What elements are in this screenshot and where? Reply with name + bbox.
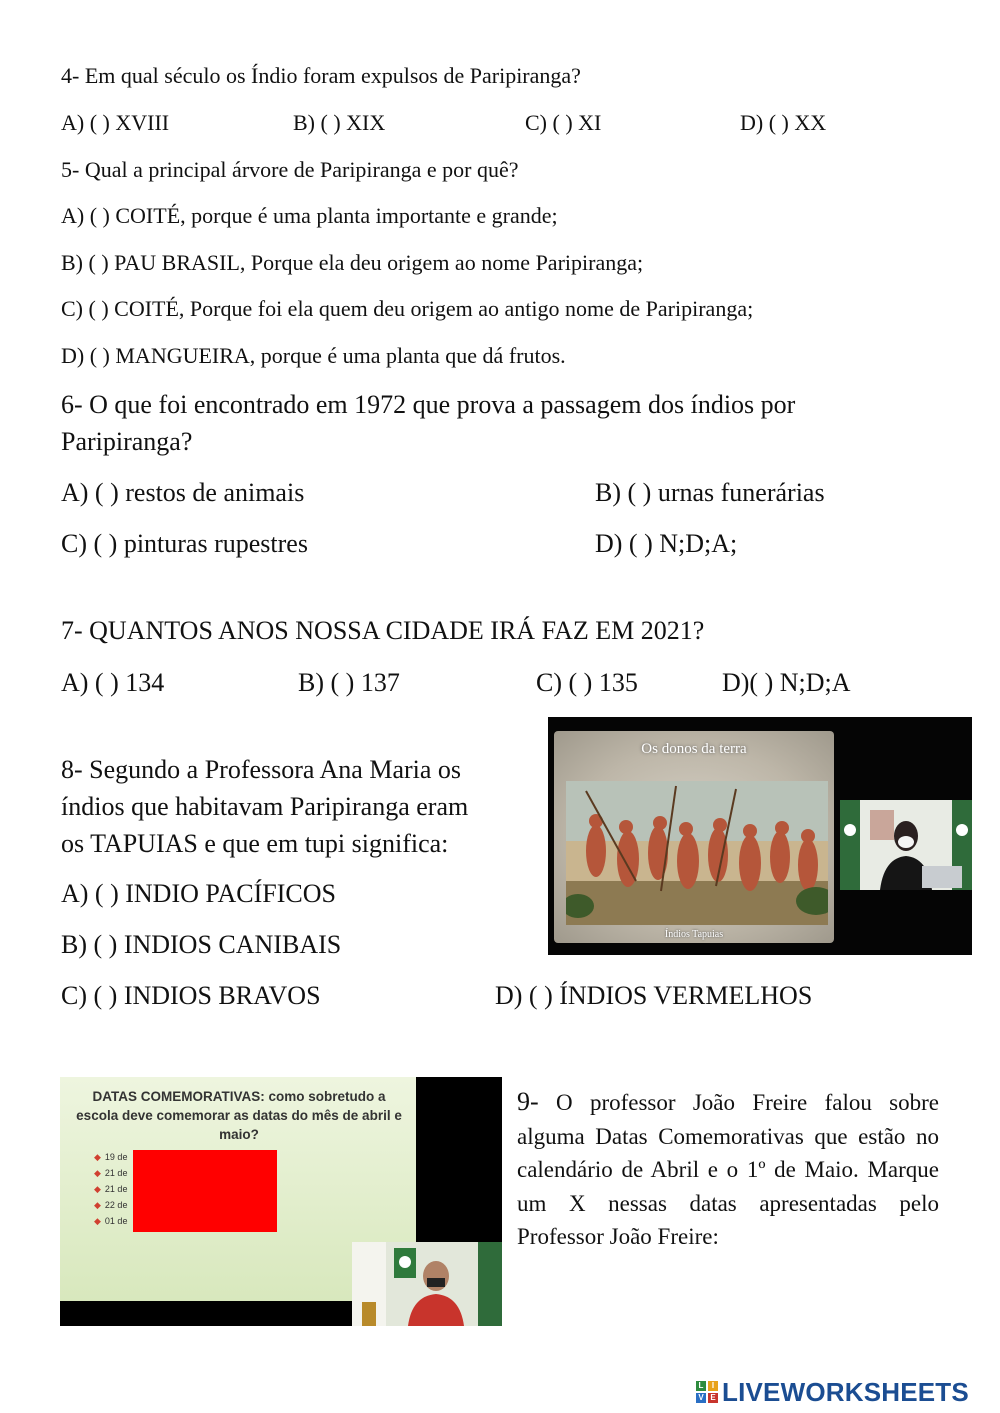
tapuias-painting bbox=[566, 781, 828, 925]
datas-slide-image bbox=[60, 1077, 502, 1326]
q6-option-d[interactable]: D) ( ) N;D;A; bbox=[595, 529, 738, 558]
q8-option-c[interactable]: C) ( ) INDIOS BRAVOS bbox=[61, 981, 321, 1010]
q5-option-a[interactable]: A) ( ) COITÉ, porque é uma planta importante e grande; bbox=[61, 203, 558, 228]
q7-option-b[interactable]: B) ( ) 137 bbox=[298, 668, 400, 697]
q8-option-d[interactable]: D) ( ) ÍNDIOS VERMELHOS bbox=[495, 981, 813, 1010]
q8-option-b[interactable]: B) ( ) INDIOS CANIBAIS bbox=[61, 930, 342, 959]
redaction-box bbox=[133, 1150, 277, 1232]
q9-text: O professor João Freire falou sobre alguma Datas Comemorativas que estão no calendário de Abril e o 1º de Maio. Marque um X nessas datas apresentadas pelo Professor João Freire: bbox=[517, 1090, 939, 1249]
slide-question: DATAS COMEMORATIVAS: como sobretudo a escola deve comemorar as datas do mês de abril e maio? bbox=[76, 1089, 402, 1142]
q6-question-line1: 6- O que foi encontrado em 1972 que prova a passagem dos índios por bbox=[61, 390, 796, 419]
slide-bullet: ◆ 19 de bbox=[94, 1152, 128, 1162]
logo-wordmark: LIVEWORKSHEETS bbox=[722, 1376, 969, 1407]
q7-question: 7- QUANTOS ANOS NOSSA CIDADE IRÁ FAZ EM 2021? bbox=[61, 616, 705, 645]
slide-bullet: ◆ 21 de bbox=[94, 1168, 128, 1178]
q5-option-c[interactable]: C) ( ) COITÉ, Porque foi ela quem deu origem ao antigo nome de Paripiranga; bbox=[61, 296, 754, 321]
webcam-presenter bbox=[352, 1242, 502, 1326]
q8-option-a[interactable]: A) ( ) INDIO PACÍFICOS bbox=[61, 879, 336, 908]
q5-option-d[interactable]: D) ( ) MANGUEIRA, porque é uma planta que dá frutos. bbox=[61, 343, 566, 368]
slide-bullet: ◆ 01 de bbox=[94, 1216, 128, 1226]
q4-option-d[interactable]: D) ( ) XX bbox=[740, 110, 827, 135]
slide-bullet: ◆ 22 de bbox=[94, 1200, 128, 1210]
q4-option-b[interactable]: B) ( ) XIX bbox=[293, 110, 386, 135]
q9-number: 9- bbox=[517, 1087, 539, 1116]
q5-question: 5- Qual a principal árvore de Paripiranga e por quê? bbox=[61, 157, 519, 182]
q4-option-c[interactable]: C) ( ) XI bbox=[525, 110, 602, 135]
q7-option-c[interactable]: C) ( ) 135 bbox=[536, 668, 638, 697]
q8-question-line2: índios que habitavam Paripiranga eram bbox=[61, 792, 469, 821]
slide-bullet: ◆ 21 de bbox=[94, 1184, 128, 1194]
q7-option-d[interactable]: D)( ) N;D;A bbox=[722, 668, 851, 697]
q6-option-c[interactable]: C) ( ) pinturas rupestres bbox=[61, 529, 308, 558]
tapuias-slide-image bbox=[548, 717, 972, 955]
logo-icon: L I V E bbox=[696, 1381, 718, 1403]
webcam-presenter bbox=[840, 800, 972, 890]
q4-question: 4- Em qual século os Índio foram expulsos de Paripiranga? bbox=[61, 63, 581, 88]
q4-option-a[interactable]: A) ( ) XVIII bbox=[61, 110, 170, 135]
slide-panel bbox=[554, 731, 834, 943]
q6-option-a[interactable]: A) ( ) restos de animais bbox=[61, 478, 305, 507]
q5-option-b[interactable]: B) ( ) PAU BRASIL, Porque ela deu origem ao nome Paripiranga; bbox=[61, 250, 644, 275]
slide-caption: Índios Tapuias bbox=[664, 929, 724, 940]
q6-question-line2: Paripiranga? bbox=[61, 427, 193, 456]
slide-title: Os donos da terra bbox=[641, 741, 747, 757]
q8-question-line1: 8- Segundo a Professora Ana Maria os bbox=[61, 755, 462, 784]
q7-option-a[interactable]: A) ( ) 134 bbox=[61, 668, 165, 697]
q6-option-b[interactable]: B) ( ) urnas funerárias bbox=[595, 478, 825, 507]
q8-question-line3: os TAPUIAS e que em tupi significa: bbox=[61, 829, 449, 858]
liveworksheets-logo[interactable] bbox=[696, 1377, 969, 1407]
q9-paragraph bbox=[517, 1085, 939, 1254]
